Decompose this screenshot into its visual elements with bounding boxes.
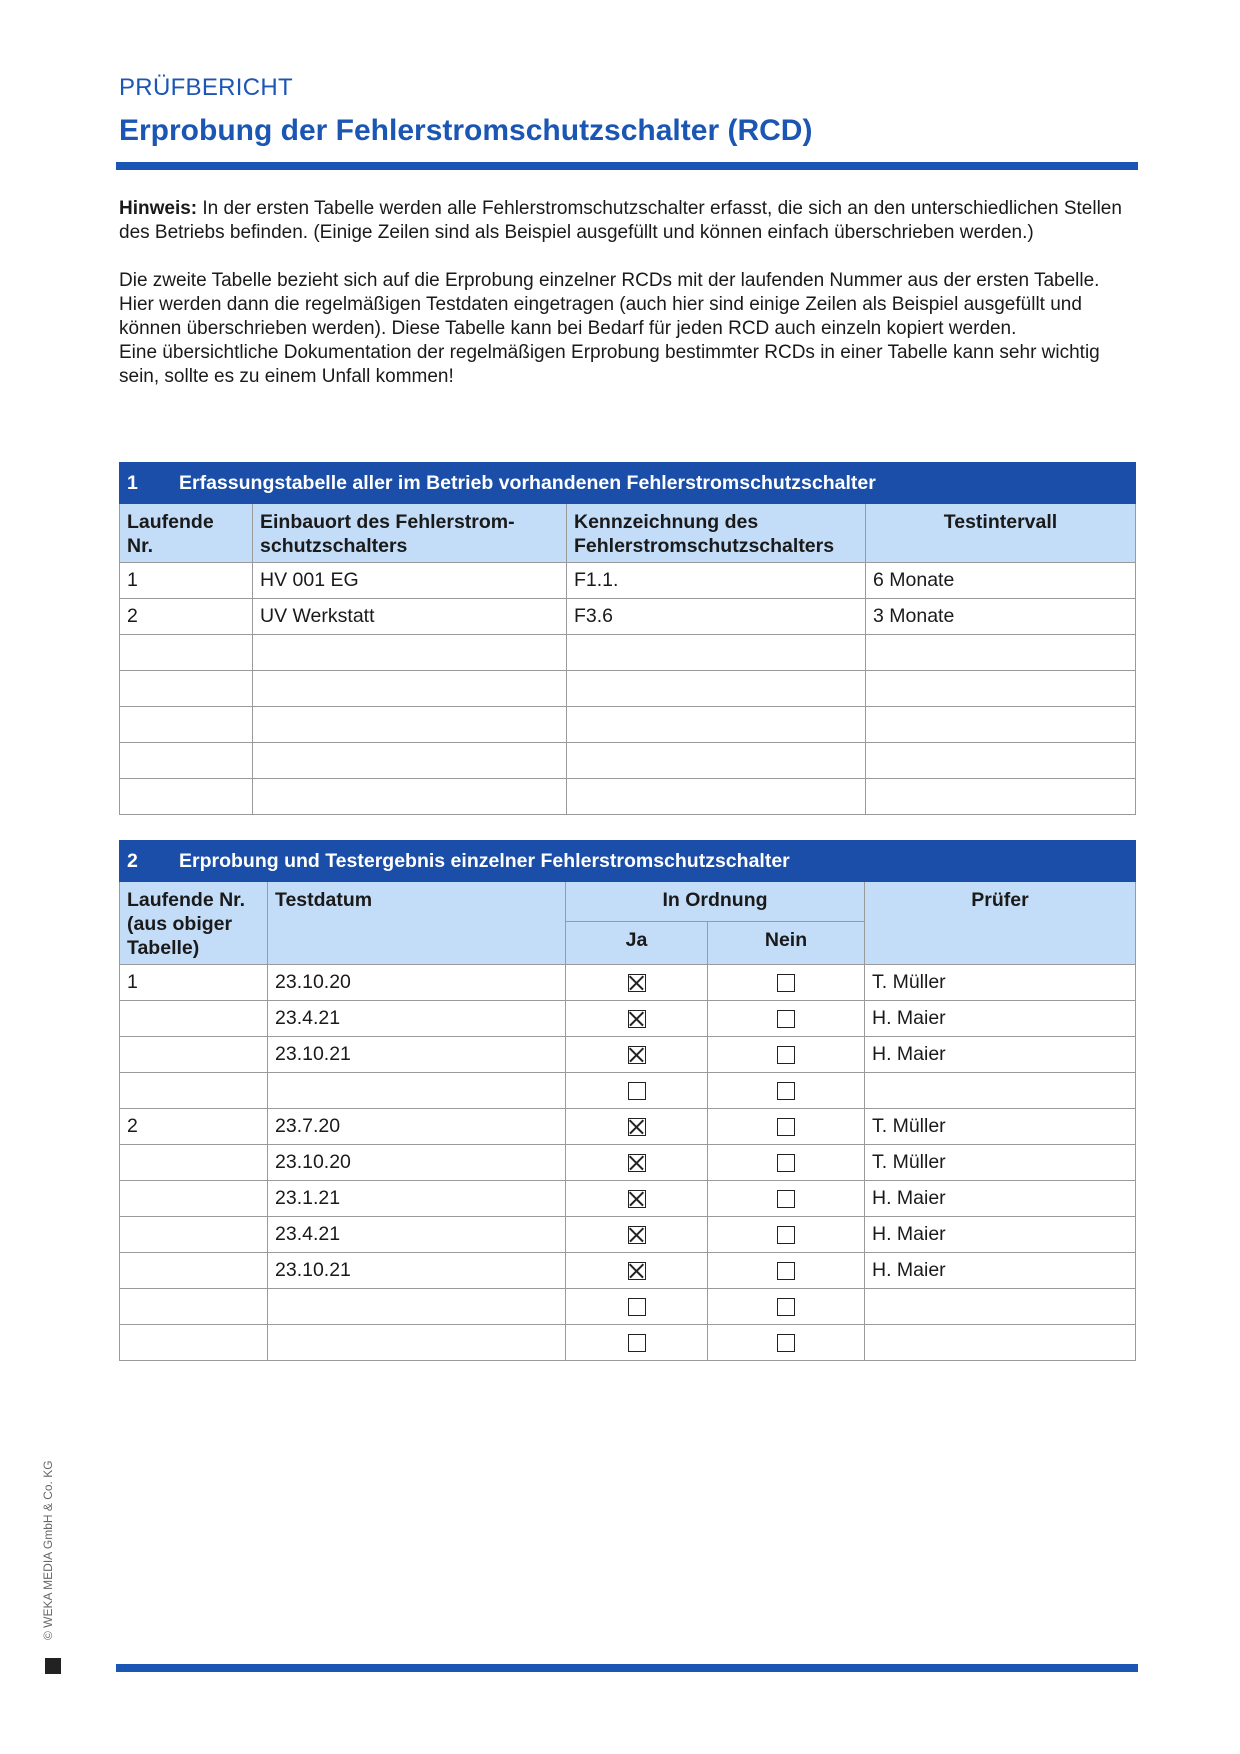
table-header-row [120, 504, 1136, 563]
checkbox-nein[interactable] [777, 1010, 795, 1028]
checkbox-ja[interactable] [628, 1046, 646, 1064]
table-row [120, 1109, 1136, 1145]
section-number: 1 [127, 471, 138, 494]
cell-no [708, 1037, 865, 1073]
checkbox-nein[interactable] [777, 1082, 795, 1100]
table-row [120, 599, 1136, 635]
cell-yes [566, 1109, 708, 1145]
weka-logo-block [45, 1658, 61, 1674]
cell-location[interactable] [253, 707, 567, 743]
cell-no [708, 1217, 865, 1253]
checkbox-nein[interactable] [777, 1154, 795, 1172]
cell-yes [566, 965, 708, 1001]
cell-test-date[interactable]: 23.10.21 [268, 1253, 566, 1289]
report-overline: PRÜFBERICHT [119, 74, 293, 101]
checkbox-nein[interactable] [777, 974, 795, 992]
checkbox-ja[interactable] [628, 1154, 646, 1172]
table-row [120, 1325, 1136, 1361]
table-row [120, 635, 1136, 671]
cell-no [708, 965, 865, 1001]
cell-test-date[interactable]: 23.4.21 [268, 1001, 566, 1037]
cell-interval[interactable] [866, 743, 1136, 779]
cell-interval[interactable]: 6 Monate [866, 563, 1136, 599]
cell-yes [566, 1181, 708, 1217]
table1-body [120, 563, 1136, 815]
cell-test-date[interactable]: 23.7.20 [268, 1109, 566, 1145]
bottom-rule [116, 1664, 1138, 1672]
cell-nr[interactable] [120, 1145, 268, 1181]
copyright-note: © WEKA MEDIA GmbH & Co. KG [41, 1460, 55, 1640]
cell-nr[interactable] [120, 1001, 268, 1037]
rcd-inventory-table [119, 462, 1136, 815]
section-number: 2 [127, 849, 138, 872]
table-row [120, 1145, 1136, 1181]
cell-test-date[interactable] [268, 1073, 566, 1109]
cell-interval[interactable] [866, 707, 1136, 743]
table-row [120, 1253, 1136, 1289]
section-header-1 [120, 463, 1136, 504]
cell-interval[interactable] [866, 635, 1136, 671]
cell-inspector[interactable] [865, 1073, 1136, 1109]
cell-nr[interactable] [120, 1217, 268, 1253]
table-row [120, 671, 1136, 707]
table-row [120, 965, 1136, 1001]
page-title: Erprobung der Fehlerstromschutzschalter (RCD) [119, 114, 813, 147]
cell-nr[interactable]: 1 [120, 563, 253, 599]
column-header-interval: Testintervall [866, 504, 1136, 563]
checkbox-ja[interactable] [628, 974, 646, 992]
table-row [120, 1073, 1136, 1109]
cell-no [708, 1181, 865, 1217]
cell-inspector[interactable]: T. Müller [865, 1109, 1136, 1145]
cell-no [708, 1073, 865, 1109]
intro-paragraph-3: Eine übersichtliche Dokumentation der regelmäßigen Erprobung bestimmter RCDs in einer Tabelle kann sehr wichtig sein, sollte es zu einem Unfall kommen! [119, 342, 1100, 387]
checkbox-nein[interactable] [777, 1046, 795, 1064]
checkbox-ja[interactable] [628, 1082, 646, 1100]
checkbox-ja[interactable] [628, 1262, 646, 1280]
table-row [120, 1217, 1136, 1253]
cell-nr[interactable] [120, 1073, 268, 1109]
column-header-nr: Laufende Nr. [120, 504, 253, 563]
checkbox-nein[interactable] [777, 1190, 795, 1208]
cell-location[interactable]: UV Werkstatt [253, 599, 567, 635]
cell-test-date[interactable]: 23.10.21 [268, 1037, 566, 1073]
cell-nr[interactable]: 2 [120, 1109, 268, 1145]
cell-nr[interactable]: 2 [120, 599, 253, 635]
cell-inspector[interactable]: H. Maier [865, 1037, 1136, 1073]
cell-inspector[interactable] [865, 1325, 1136, 1361]
cell-yes [566, 1325, 708, 1361]
column-header-yes: Ja [566, 922, 708, 965]
cell-nr[interactable] [120, 779, 253, 815]
cell-inspector[interactable]: H. Maier [865, 1181, 1136, 1217]
cell-nr[interactable] [120, 671, 253, 707]
checkbox-ja[interactable] [628, 1298, 646, 1316]
cell-nr[interactable] [120, 1181, 268, 1217]
checkbox-ja[interactable] [628, 1334, 646, 1352]
cell-label[interactable] [567, 743, 866, 779]
cell-test-date[interactable] [268, 1289, 566, 1325]
hint-text: In der ersten Tabelle werden alle Fehlerstromschutzschalter erfasst, die sich an den unterschiedlichen Stellen des Betriebs befinden. (Einige Zeilen sind als Beispiel ausgefüllt und können einfach überschrieben werden.) [119, 198, 1122, 243]
checkbox-nein[interactable] [777, 1226, 795, 1244]
cell-test-date[interactable]: 23.10.20 [268, 965, 566, 1001]
checkbox-ja[interactable] [628, 1226, 646, 1244]
checkbox-ja[interactable] [628, 1118, 646, 1136]
top-rule [116, 162, 1138, 170]
cell-location[interactable] [253, 743, 567, 779]
hint-paragraph [119, 197, 1134, 245]
cell-inspector[interactable]: H. Maier [865, 1217, 1136, 1253]
cell-location[interactable] [253, 671, 567, 707]
cell-label[interactable] [567, 635, 866, 671]
column-header-label: Kennzeichnung des Fehlerstromschutzschalters [567, 504, 866, 563]
checkbox-nein[interactable] [777, 1334, 795, 1352]
cell-nr[interactable] [120, 635, 253, 671]
table2-body [120, 965, 1136, 1361]
column-header-location: Einbauort des Fehlerstrom-schutzschalters [253, 504, 567, 563]
table-row [120, 779, 1136, 815]
cell-yes [566, 1217, 708, 1253]
cell-nr[interactable] [120, 743, 253, 779]
cell-nr[interactable] [120, 1289, 268, 1325]
cell-interval[interactable] [866, 671, 1136, 707]
table-row [120, 743, 1136, 779]
cell-no [708, 1001, 865, 1037]
cell-location[interactable]: HV 001 EG [253, 563, 567, 599]
cell-test-date[interactable]: 23.4.21 [268, 1217, 566, 1253]
cell-nr[interactable] [120, 1253, 268, 1289]
cell-inspector[interactable] [865, 1289, 1136, 1325]
hint-label: Hinweis: [119, 198, 198, 219]
cell-yes [566, 1253, 708, 1289]
cell-inspector[interactable]: H. Maier [865, 1001, 1136, 1037]
cell-no [708, 1289, 865, 1325]
table-row [120, 1037, 1136, 1073]
cell-label[interactable] [567, 671, 866, 707]
cell-test-date[interactable]: 23.10.20 [268, 1145, 566, 1181]
checkbox-nein[interactable] [777, 1298, 795, 1316]
cell-no [708, 1145, 865, 1181]
cell-label[interactable] [567, 707, 866, 743]
cell-nr[interactable] [120, 1037, 268, 1073]
cell-nr[interactable] [120, 707, 253, 743]
checkbox-ja[interactable] [628, 1010, 646, 1028]
cell-no [708, 1325, 865, 1361]
cell-nr[interactable] [120, 1325, 268, 1361]
cell-yes [566, 1037, 708, 1073]
table-row [120, 1289, 1136, 1325]
column-header-no: Nein [708, 922, 865, 965]
column-header-nr: Laufende Nr. (aus obiger Tabelle) [120, 882, 268, 965]
cell-interval[interactable]: 3 Monate [866, 599, 1136, 635]
cell-inspector[interactable]: H. Maier [865, 1253, 1136, 1289]
cell-yes [566, 1145, 708, 1181]
column-header-ok: In Ordnung [566, 882, 865, 922]
table-header-row [120, 882, 1136, 922]
cell-test-date[interactable] [268, 1325, 566, 1361]
cell-no [708, 1253, 865, 1289]
rcd-test-table [119, 840, 1136, 1361]
checkbox-nein[interactable] [777, 1262, 795, 1280]
section-title: Erprobung und Testergebnis einzelner Fehlerstromschutzschalter [179, 849, 790, 872]
cell-location[interactable] [253, 779, 567, 815]
column-header-inspector: Prüfer [865, 882, 1136, 965]
section-header-2 [120, 841, 1136, 882]
intro-paragraph-2: Die zweite Tabelle bezieht sich auf die Erprobung einzelner RCDs mit der laufenden Nummer aus der ersten Tabelle. Hier werden dann die regelmäßigen Testdaten eingetragen (auch hier sind einige Zeilen als Beispiel ausgefüllt und können überschrieben werden). Diese Tabelle kann bei Bedarf für jeden RCD auch einzeln kopiert werden. [119, 270, 1100, 339]
table-row [120, 1001, 1136, 1037]
cell-inspector[interactable]: T. Müller [865, 965, 1136, 1001]
cell-label[interactable] [567, 779, 866, 815]
cell-nr[interactable]: 1 [120, 965, 268, 1001]
cell-no [708, 1109, 865, 1145]
table-row [120, 707, 1136, 743]
table-row [120, 1181, 1136, 1217]
cell-test-date[interactable]: 23.1.21 [268, 1181, 566, 1217]
intro-text [119, 197, 1134, 389]
cell-label[interactable]: F3.6 [567, 599, 866, 635]
column-header-date: Testdatum [268, 882, 566, 965]
cell-label[interactable]: F1.1. [567, 563, 866, 599]
cell-yes [566, 1073, 708, 1109]
section-title: Erfassungstabelle aller im Betrieb vorhandenen Fehlerstromschutzschalter [179, 471, 876, 494]
cell-inspector[interactable]: T. Müller [865, 1145, 1136, 1181]
cell-yes [566, 1001, 708, 1037]
checkbox-ja[interactable] [628, 1190, 646, 1208]
cell-interval[interactable] [866, 779, 1136, 815]
checkbox-nein[interactable] [777, 1118, 795, 1136]
cell-location[interactable] [253, 635, 567, 671]
cell-yes [566, 1289, 708, 1325]
table-row [120, 563, 1136, 599]
